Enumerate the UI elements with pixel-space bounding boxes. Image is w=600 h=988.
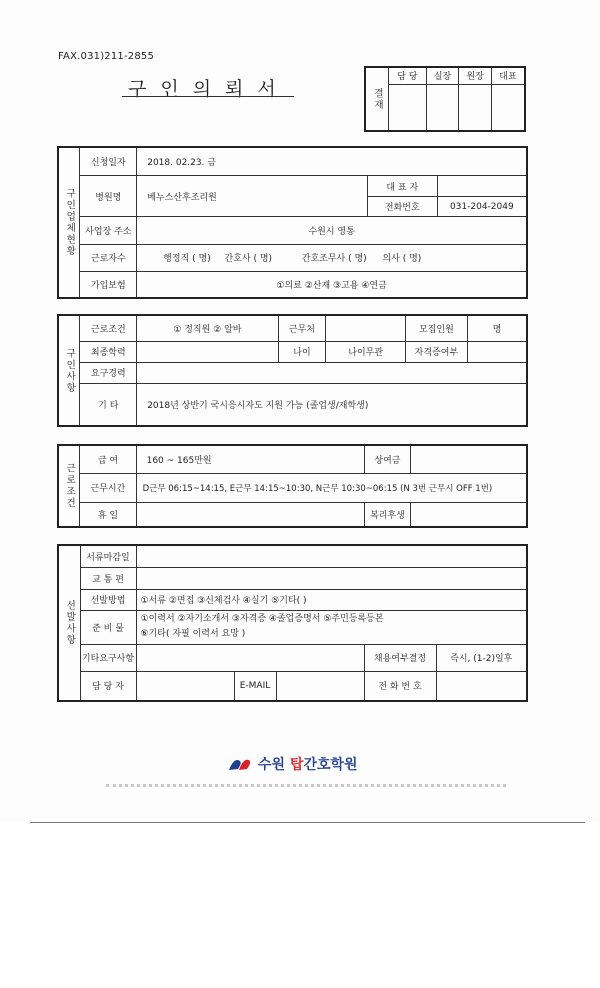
transport-field[interactable]	[136, 567, 527, 589]
contact-phone-field[interactable]	[436, 671, 527, 701]
contact-phone-label: 전 화 번 호	[364, 671, 436, 701]
recruitment-section	[57, 314, 528, 427]
representative-field[interactable]	[437, 176, 527, 197]
recruitment-side-label: 구인사항	[58, 315, 80, 426]
working-conditions-section	[57, 444, 528, 528]
workers-label: 근로자수	[80, 245, 137, 272]
manager-field[interactable]	[136, 671, 234, 701]
education-label: 최종학력	[80, 341, 137, 362]
deadline-field[interactable]	[136, 545, 527, 567]
workers-doctor: 의사 ( 명)	[382, 254, 422, 265]
workplace-field[interactable]	[326, 315, 406, 341]
email-label: E-MAIL	[234, 671, 276, 701]
working-conditions-side-label: 근로조건	[58, 445, 80, 527]
company-info-side-label: 구인업체현황	[58, 147, 80, 298]
documents-line-1: ①이력서 ②자기소개서 ③자격증 ④졸업증명서 ⑤주민등록등본	[140, 614, 384, 624]
workplace-label: 근무처	[278, 315, 326, 341]
holiday-field[interactable]	[136, 502, 364, 527]
academy-logo-mark-icon	[228, 756, 254, 772]
bonus-field[interactable]	[410, 445, 527, 473]
approval-col-director: 실장	[426, 67, 459, 84]
company-info-section	[57, 146, 528, 299]
request-date-field[interactable]: 2018. 02.23. 금	[137, 147, 527, 176]
address-label: 사업장 주소	[80, 217, 137, 245]
logo-suffix: 간호학원	[303, 757, 358, 773]
approval-box	[364, 66, 526, 132]
title-underline	[122, 96, 294, 97]
approval-side-label: 결재	[365, 67, 389, 131]
workers-aide: 간호조무사 ( 명)	[301, 254, 367, 265]
career-label: 요구경력	[80, 362, 137, 383]
approval-sign-cell[interactable]	[389, 84, 427, 131]
logo-highlight: 탑	[289, 757, 304, 773]
hire-decision-field[interactable]: 즉시, (1-2)일후	[436, 644, 527, 671]
insurance-label: 가입보험	[80, 271, 137, 298]
phone-field[interactable]: 031-204-2049	[437, 196, 527, 217]
hire-decision-label: 채용여부결정	[364, 644, 436, 671]
fax-number: FAX.031)211-2855	[58, 51, 155, 62]
welfare-label: 복리후생	[364, 502, 410, 527]
approval-sign-cell[interactable]	[459, 84, 492, 131]
method-label: 선발방법	[80, 589, 136, 610]
approval-sign-cell[interactable]	[426, 84, 459, 131]
approval-col-manager: 담 당	[389, 67, 427, 84]
documents-label: 준 비 물	[80, 610, 136, 644]
representative-label: 대 표 자	[367, 176, 437, 197]
footer-faint-address-line	[106, 784, 506, 787]
workers-nurse: 간호사 ( 명)	[224, 254, 273, 265]
page-edge	[30, 822, 585, 823]
other-requirements-field[interactable]	[136, 644, 364, 671]
age-field[interactable]: 나이무관	[326, 341, 406, 362]
request-date-label: 신청일자	[80, 147, 137, 176]
license-field[interactable]	[467, 341, 527, 362]
other-requirements-label: 기타요구사항	[80, 644, 136, 671]
transport-label: 교 통 편	[80, 567, 136, 589]
insurance-field[interactable]: ①의료 ②산재 ③고용 ④연금	[137, 271, 527, 298]
license-label: 자격증여부	[406, 341, 468, 362]
academy-logo	[228, 754, 358, 774]
logo-prefix: 수원	[258, 757, 290, 773]
phone-label: 전화번호	[367, 196, 437, 217]
recruit-count-field[interactable]: 명	[467, 315, 527, 341]
career-field[interactable]	[137, 362, 527, 383]
address-field[interactable]: 수원시 영통	[137, 217, 527, 245]
hospital-name-field[interactable]: 베누스산후조리원	[137, 176, 368, 217]
approval-col-principal: 원장	[459, 67, 492, 84]
welfare-field[interactable]	[410, 502, 527, 527]
email-field[interactable]	[276, 671, 364, 701]
deadline-label: 서류마감일	[80, 545, 136, 567]
method-field[interactable]: ①서류 ②면접 ③신체검사 ④실기 ⑤기타( )	[136, 589, 527, 610]
documents-field[interactable]	[136, 610, 527, 644]
recruit-count-label: 모집인원	[406, 315, 468, 341]
work-type-field[interactable]: ① 정직원 ② 알바	[137, 315, 278, 341]
bonus-label: 상여금	[364, 445, 410, 473]
document-title: 구인의뢰서	[128, 78, 290, 100]
etc-label: 기 타	[80, 383, 137, 426]
selection-section	[57, 544, 528, 702]
documents-line-2: ⑥기타( 자필 이력서 요망 )	[140, 629, 246, 639]
salary-field[interactable]: 160 ~ 165만원	[136, 445, 364, 473]
manager-label: 담 당 자	[80, 671, 136, 701]
education-field[interactable]	[137, 341, 278, 362]
salary-label: 급 여	[80, 445, 136, 473]
workers-admin: 행정직 ( 명)	[163, 254, 211, 265]
selection-side-label: 선발사항	[58, 545, 80, 701]
approval-sign-cell[interactable]	[491, 84, 525, 131]
etc-field[interactable]: 2018년 상반기 국시응시자도 지원 가능 (졸업생/재학생)	[137, 383, 527, 426]
approval-col-ceo: 대표	[491, 67, 525, 84]
holiday-label: 휴 일	[80, 502, 136, 527]
hours-label: 근무시간	[80, 473, 136, 502]
workers-field[interactable]	[137, 245, 527, 272]
work-type-label: 근로조건	[80, 315, 137, 341]
hours-field[interactable]: D근무 06:15~14:15, E근무 14:15~10:30, N근무 10:30~06:15 (N 3번 근무시 OFF 1번)	[136, 473, 527, 502]
hospital-name-label: 병원명	[80, 176, 137, 217]
age-label: 나이	[278, 341, 326, 362]
